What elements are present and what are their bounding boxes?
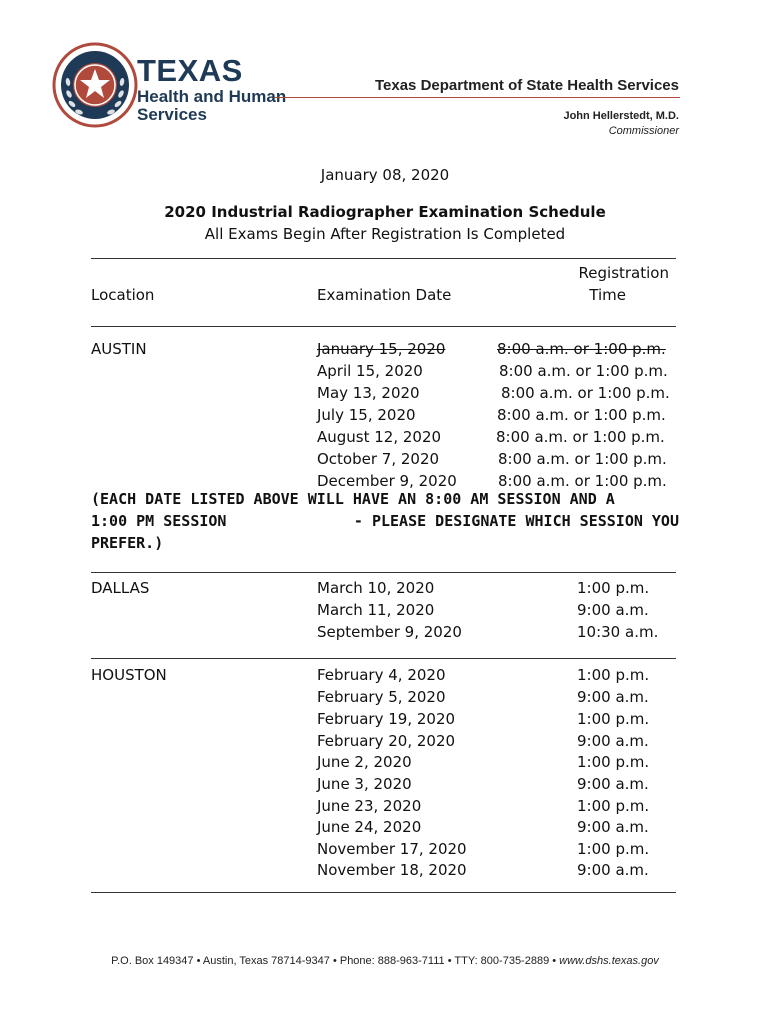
column-header-time: Time <box>589 286 626 304</box>
footer-website-link[interactable]: www.dshs.texas.gov <box>559 955 659 967</box>
exam-date: April 15, 2020 <box>317 362 423 380</box>
note-line-3: PREFER.) <box>91 534 164 552</box>
registration-time: 1:00 p.m. <box>577 753 650 771</box>
registration-time: 8:00 a.m. or 1:00 p.m. <box>499 362 668 380</box>
document-subtitle: All Exams Begin After Registration Is Completed <box>204 225 566 243</box>
registration-time: 8:00 a.m. or 1:00 p.m. <box>497 406 666 424</box>
exam-date: June 2, 2020 <box>317 753 412 771</box>
exam-date: September 9, 2020 <box>317 623 462 641</box>
exam-date: February 4, 2020 <box>317 666 446 684</box>
section-rule <box>91 572 676 573</box>
location-austin: AUSTIN <box>91 340 147 358</box>
exam-date: June 3, 2020 <box>317 775 412 793</box>
note-line-2-right: - PLEASE DESIGNATE WHICH SESSION YOU <box>353 512 679 530</box>
exam-date: November 18, 2020 <box>317 861 467 879</box>
commissioner-title: Commissioner <box>608 125 679 137</box>
exam-date: June 24, 2020 <box>317 818 422 836</box>
exam-date: February 5, 2020 <box>317 688 446 706</box>
header-divider <box>275 97 680 98</box>
commissioner-name: John Hellerstedt, M.D. <box>563 110 679 122</box>
registration-time: 9:00 a.m. <box>577 775 649 793</box>
exam-date: August 12, 2020 <box>317 428 442 446</box>
exam-date: December 9, 2020 <box>317 472 457 490</box>
header-bottom-rule <box>91 326 676 327</box>
exam-date: March 11, 2020 <box>317 601 435 619</box>
registration-time: 8:00 a.m. or 1:00 p.m. <box>498 472 667 490</box>
texas-seal-icon <box>52 42 138 128</box>
section-rule <box>91 658 676 659</box>
registration-time: 10:30 a.m. <box>577 623 659 641</box>
department-name: Texas Department of State Health Services <box>374 77 679 94</box>
exam-date: February 20, 2020 <box>317 732 456 750</box>
note-line-1: (EACH DATE LISTED ABOVE WILL HAVE AN 8:00 AM SESSION AND A <box>91 490 615 508</box>
note-line-2 <box>91 510 679 532</box>
registration-time: 1:00 p.m. <box>577 579 650 597</box>
footer-contact <box>0 955 770 967</box>
exam-date: March 10, 2020 <box>317 579 435 597</box>
exam-date: July 15, 2020 <box>317 406 416 424</box>
registration-time-cancelled: 8:00 a.m. or 1:00 p.m. <box>497 340 666 358</box>
registration-time: 8:00 a.m. or 1:00 p.m. <box>498 450 667 468</box>
table-top-rule <box>91 258 676 259</box>
table-bottom-rule <box>91 892 676 893</box>
registration-time: 1:00 p.m. <box>577 840 650 858</box>
column-header-exam-date: Examination Date <box>317 286 452 304</box>
exam-date: June 23, 2020 <box>317 797 422 815</box>
exam-date: May 13, 2020 <box>317 384 420 402</box>
registration-time: 9:00 a.m. <box>577 688 649 706</box>
exam-date: November 17, 2020 <box>317 840 467 858</box>
registration-time: 8:00 a.m. or 1:00 p.m. <box>501 384 670 402</box>
exam-date: February 19, 2020 <box>317 710 456 728</box>
registration-time: 9:00 a.m. <box>577 861 649 879</box>
austin-session-note <box>91 488 679 554</box>
logo-wordmark-texas: TEXAS <box>137 53 243 88</box>
registration-time: 1:00 p.m. <box>577 666 650 684</box>
note-line-2-left: 1:00 PM SESSION <box>91 512 227 530</box>
registration-time: 1:00 p.m. <box>577 710 650 728</box>
registration-time: 9:00 a.m. <box>577 818 649 836</box>
document-title: 2020 Industrial Radiographer Examination Schedule <box>164 203 606 221</box>
registration-time: 8:00 a.m. or 1:00 p.m. <box>496 428 665 446</box>
column-header-registration: Registration <box>578 264 669 282</box>
exam-date-cancelled: January 15, 2020 <box>317 340 446 358</box>
registration-time: 9:00 a.m. <box>577 601 649 619</box>
logo-wordmark-line3: Services <box>137 105 207 124</box>
footer-address: P.O. Box 149347 • Austin, Texas 78714-9347 • Phone: 888-963-7111 • TTY: 800-735-2889 • <box>111 955 560 967</box>
location-houston: HOUSTON <box>91 666 167 684</box>
column-header-location: Location <box>91 286 155 304</box>
exam-date: October 7, 2020 <box>317 450 440 468</box>
document-date: January 08, 2020 <box>320 166 450 184</box>
logo-wordmark-line2: Health and Human <box>137 87 287 106</box>
registration-time: 9:00 a.m. <box>577 732 649 750</box>
registration-time: 1:00 p.m. <box>577 797 650 815</box>
location-dallas: DALLAS <box>91 579 150 597</box>
